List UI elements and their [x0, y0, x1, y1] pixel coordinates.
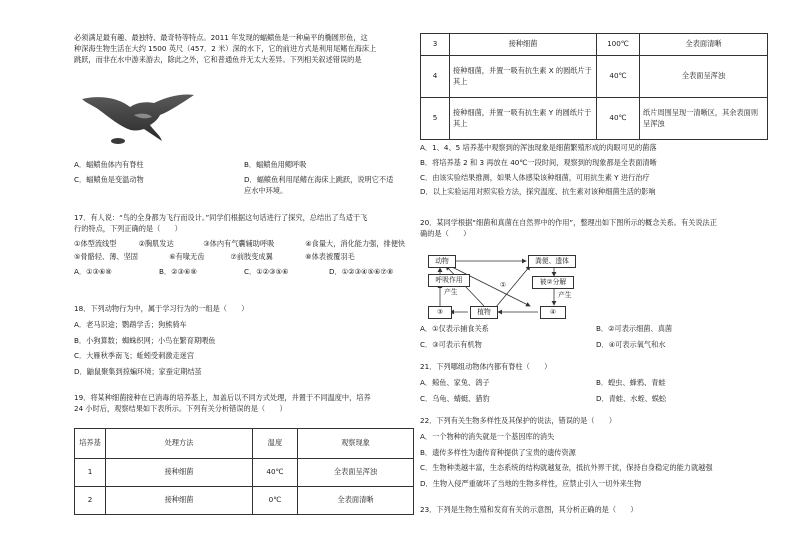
q19-stem: 19．将某种细菌接种在已消毒的培养基上，加盖后以不同方式处理，并置于不同温度中，培养: [74, 393, 371, 402]
q16-intro-line: 必须满足最有趣、最独特、最奇特等特点。2011 年发现的蝠鲼鱼是一种扁平的椭圆形鱼，这: [74, 33, 368, 42]
option[interactable]: D．以上实验运用对照实验方法，探究温度、抗生素对该种细菌生活的影响: [420, 187, 656, 197]
concept-diagram: [426, 250, 596, 322]
diagram-waste: 粪便、遗体: [528, 255, 576, 268]
q21-stem: 21．下列哪组动物体内都有脊柱（ ）: [420, 362, 552, 371]
q19-stem: 24 小时后，观察结果如下表所示。下列有关分析错误的是（ ）: [74, 403, 287, 413]
table-header: 观察现象: [298, 429, 414, 459]
table-cell: 5: [421, 98, 450, 140]
experiment-table-part2: [420, 33, 768, 140]
option[interactable]: D．①②③④⑤⑥⑦⑧: [329, 267, 394, 277]
option[interactable]: B．蝗虫、蜂鸦、青蛙: [596, 377, 666, 387]
table-cell: 全表面清晰: [640, 34, 768, 56]
q20-stem: 20．某同学根据“细菌和真菌在自然界中的作用”，整理出如下图所示的概念关系。有关说法正: [420, 218, 717, 227]
diagram-plant: 植物: [470, 306, 498, 319]
q19-block: [74, 393, 414, 415]
table-cell: 2: [75, 487, 106, 515]
table-cell: 接种细菌，并置一吸有抗生素 Y 的圆纸片于其上: [450, 98, 597, 140]
q20-options: [420, 324, 772, 351]
option[interactable]: A．老马识途；鹦鹉学舌；狗熊骑车: [74, 319, 187, 329]
option[interactable]: D．④可表示氧气和水: [596, 339, 666, 349]
option[interactable]: A．1、4、5 培养基中观察到的浑浊现象是细菌繁殖形成的肉眼可见的菌落: [420, 143, 657, 152]
q18-stem: 18．下列动物行为中，属于学习行为的一组是（ ）: [74, 304, 249, 313]
option[interactable]: A．一个物种的消失就是一个基因库的消失: [420, 431, 555, 441]
table-cell: 全表面清晰: [298, 487, 414, 515]
option[interactable]: D．鼬鼠聚集到掠蝙环境；家蚕定期结茧: [74, 367, 202, 377]
table-header: 处理方法: [106, 429, 253, 459]
option[interactable]: C．①②③⑤⑥: [244, 267, 289, 277]
table-cell: 接种细菌: [106, 459, 253, 487]
q17-item: ④食量大，消化能力强，排便快: [305, 238, 406, 248]
table-cell: 全表面呈浑浊: [298, 459, 414, 487]
q20-block: [420, 218, 772, 240]
diagram-produce-label: 产生: [558, 291, 572, 299]
q17-stem: 行的特点，下列正确的是（ ）: [74, 223, 182, 233]
option[interactable]: A．①仅表示捕食关系: [420, 324, 489, 333]
q23-block: [420, 505, 772, 516]
q21-block: [420, 362, 772, 404]
q16-options: [74, 160, 414, 196]
option[interactable]: C．由该实验结果推测，如果人体感染该种细菌，可用抗生素 Y 进行治疗: [420, 172, 650, 182]
table-header: 温度: [253, 429, 298, 459]
option-continuation: 应水中环境。: [244, 185, 288, 195]
table-row: [75, 487, 414, 515]
table-cell: 40℃: [597, 98, 640, 140]
q17-item: ②胸肌发达: [138, 238, 174, 248]
diagram-respiration: 呼吸作用: [428, 274, 470, 287]
q16-intro-line: 种深海生物生活在大约 1500 英尺（457．2 米）深的水下，它的前进方式是利用尾鳍在海床上: [74, 43, 377, 53]
diagram-animal: 动物: [428, 255, 456, 268]
option[interactable]: C．大雁秋季南飞；蚯蚓受刺激走迷宫: [74, 351, 195, 361]
option[interactable]: D．生物入侵严重破坏了当地的生物多样性，应禁止引入一切外来生物: [420, 479, 642, 489]
table-cell: 40℃: [253, 459, 298, 487]
table-row: [421, 98, 768, 140]
q16-block: [74, 33, 414, 65]
option[interactable]: C．生物种类越丰富，生态系统的结构就越复杂，抵抗外界干扰，保持自身稳定的能力就越强: [420, 463, 713, 473]
table-row: [421, 34, 768, 56]
q16-intro-line: 跳跃，而非在水中游来游去，除此之外，它和普通鱼并无太大差异。下列相关叙述错误的是: [74, 54, 362, 64]
manta-ray-image: [78, 85, 198, 145]
q23-stem: 23．下列是生物生殖和发育有关的示意图，其分析正确的是（ ）: [420, 505, 638, 514]
table-row: [421, 56, 768, 98]
diagram-circle-1: ①: [500, 281, 507, 289]
option[interactable]: B．将培养基 2 和 3 再放在 40℃一段时间，观察到的现象都是全表面清晰: [420, 157, 657, 167]
option[interactable]: B．遗传多样性为遗传育种提供了宝贵的遗传资源: [420, 447, 576, 457]
option[interactable]: B．②可表示细菌、真菌: [596, 324, 673, 333]
option[interactable]: C．蝠鲼鱼是变温动物: [74, 174, 144, 184]
option[interactable]: A．鲸鱼、家兔、鸽子: [420, 377, 490, 387]
table-cell: 接种细菌: [450, 34, 597, 56]
option[interactable]: B．②③⑥⑧: [159, 267, 197, 277]
q17-block: [74, 213, 414, 278]
q17-stem: 17．有人说：“鸟的全身都为飞行而设计。”同学们根据这句话进行了探究，总结出了鸟适于飞: [74, 213, 368, 222]
q20-stem: 确的是（ ）: [420, 228, 471, 238]
option[interactable]: D．蝠鲼鱼利用尾鳍在海床上跳跃，说明它不适: [244, 174, 394, 184]
option[interactable]: C．乌龟、蜻蜓、猎豹: [420, 393, 490, 403]
option[interactable]: B．小狗算数；蜘蛛织网；小鸟在繁育期喂鱼: [74, 335, 216, 345]
table-cell: 全表面呈浑浊: [640, 56, 768, 98]
q17-item: ①体型流线型: [74, 238, 117, 248]
table-cell: 1: [75, 459, 106, 487]
q17-item: ⑧体表被覆羽毛: [305, 252, 355, 262]
table-cell: 接种细菌: [106, 487, 253, 515]
table-row: [75, 459, 414, 487]
table-cell: 0℃: [253, 487, 298, 515]
q17-item: ⑤骨骼轻、薄、坚固: [74, 252, 138, 262]
table-header: 培养基: [75, 429, 106, 459]
q19-options: [420, 143, 772, 198]
q17-item: ③体内有气囊辅助呼吸: [203, 238, 275, 248]
q17-item: ⑦前肢变成翼: [230, 252, 273, 262]
option[interactable]: A．①③⑥⑧: [74, 267, 112, 277]
table-cell: 纸片周围呈现一清晰区，其余表面则呈浑浊: [640, 98, 768, 140]
q22-stem: 22．下列有关生物多样性及其保护的说法，错误的是（ ）: [420, 416, 617, 425]
diagram-circle-4: ④: [540, 306, 566, 319]
option[interactable]: D．青蛙、水蛭、蜈蚣: [596, 393, 667, 403]
table-cell: 接种细菌，并置一吸有抗生素 X 的圆纸片于其上: [450, 56, 597, 98]
diagram-circle-3: ③: [428, 306, 452, 319]
table-cell: 3: [421, 34, 450, 56]
diagram-decompose: 被②分解: [532, 276, 574, 289]
option[interactable]: B．蝠鲼鱼用鳃呼吸: [244, 160, 307, 169]
option[interactable]: A．蝠鲼鱼体内有脊柱: [74, 160, 144, 169]
q22-block: [420, 416, 772, 490]
table-cell: 4: [421, 56, 450, 98]
diagram-produce-label: 产生: [444, 288, 458, 296]
experiment-table-part1: [74, 428, 414, 515]
q17-item: ⑥有喙无齿: [169, 252, 205, 262]
q18-block: [74, 304, 414, 378]
table-cell: 100℃: [597, 34, 640, 56]
table-header-row: [75, 429, 414, 459]
option[interactable]: C．③可表示有机物: [420, 339, 482, 349]
table-cell: 40℃: [597, 56, 640, 98]
